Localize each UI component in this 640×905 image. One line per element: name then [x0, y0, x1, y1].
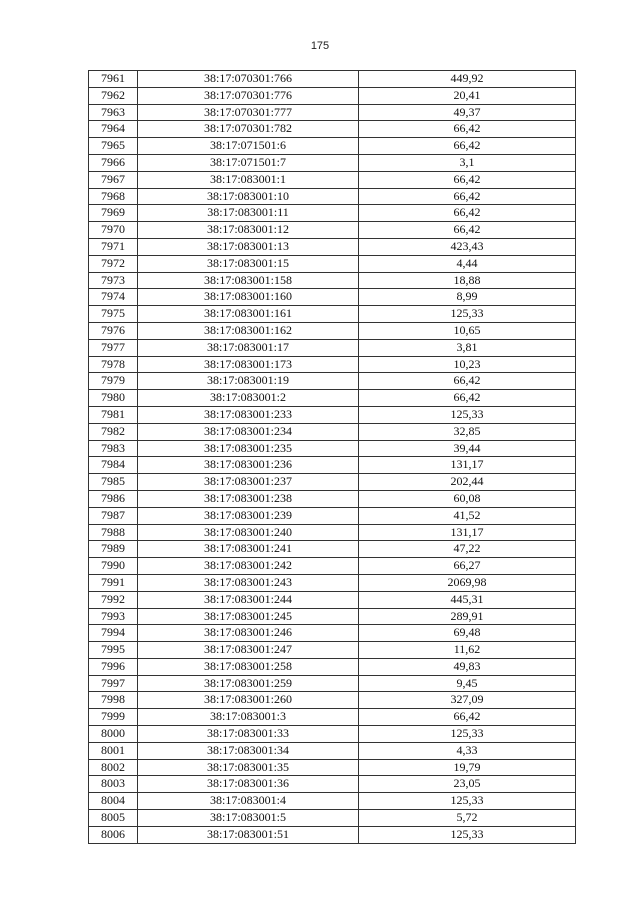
table-row: [89, 793, 576, 810]
row-number-cell: 7990: [89, 558, 138, 575]
cadastral-number-cell: 38:17:083001:12: [138, 222, 359, 239]
table-row: [89, 826, 576, 843]
row-number-cell: 7971: [89, 238, 138, 255]
cadastral-number-cell: 38:17:083001:259: [138, 675, 359, 692]
cadastral-number-cell: 38:17:083001:33: [138, 726, 359, 743]
value-cell: 39,44: [359, 440, 576, 457]
value-cell: 125,33: [359, 793, 576, 810]
table-row: [89, 625, 576, 642]
table-row: [89, 457, 576, 474]
value-cell: 202,44: [359, 474, 576, 491]
table-row: [89, 591, 576, 608]
value-cell: 49,83: [359, 658, 576, 675]
row-number-cell: 7972: [89, 255, 138, 272]
row-number-cell: 7985: [89, 474, 138, 491]
row-number-cell: 8006: [89, 826, 138, 843]
value-cell: 9,45: [359, 675, 576, 692]
table-row: [89, 507, 576, 524]
row-number-cell: 7979: [89, 373, 138, 390]
row-number-cell: 8000: [89, 726, 138, 743]
value-cell: 131,17: [359, 524, 576, 541]
row-number-cell: 7966: [89, 154, 138, 171]
cadastral-number-cell: 38:17:070301:766: [138, 71, 359, 88]
row-number-cell: 7967: [89, 171, 138, 188]
row-number-cell: 7961: [89, 71, 138, 88]
row-number-cell: 7988: [89, 524, 138, 541]
row-number-cell: 7996: [89, 658, 138, 675]
cadastral-number-cell: 38:17:083001:3: [138, 709, 359, 726]
cadastral-number-cell: 38:17:083001:17: [138, 339, 359, 356]
row-number-cell: 7978: [89, 356, 138, 373]
cadastral-number-cell: 38:17:083001:239: [138, 507, 359, 524]
table-row: [89, 222, 576, 239]
table-row: [89, 238, 576, 255]
value-cell: 3,81: [359, 339, 576, 356]
value-cell: 49,37: [359, 104, 576, 121]
row-number-cell: 7994: [89, 625, 138, 642]
row-number-cell: 7973: [89, 272, 138, 289]
cadastral-number-cell: 38:17:083001:236: [138, 457, 359, 474]
row-number-cell: 7983: [89, 440, 138, 457]
cadastral-number-cell: 38:17:083001:4: [138, 793, 359, 810]
cadastral-number-cell: 38:17:083001:246: [138, 625, 359, 642]
value-cell: 32,85: [359, 423, 576, 440]
value-cell: 125,33: [359, 826, 576, 843]
table-row: [89, 490, 576, 507]
page-number: 175: [310, 40, 330, 52]
table-row: [89, 272, 576, 289]
value-cell: 423,43: [359, 238, 576, 255]
row-number-cell: 7982: [89, 423, 138, 440]
cadastral-number-cell: 38:17:083001:160: [138, 289, 359, 306]
row-number-cell: 7986: [89, 490, 138, 507]
cadastral-number-cell: 38:17:083001:2: [138, 390, 359, 407]
value-cell: 125,33: [359, 306, 576, 323]
value-cell: 66,42: [359, 188, 576, 205]
cadastral-number-cell: 38:17:083001:233: [138, 406, 359, 423]
table-row: [89, 608, 576, 625]
value-cell: 41,52: [359, 507, 576, 524]
value-cell: 8,99: [359, 289, 576, 306]
value-cell: 60,08: [359, 490, 576, 507]
table-row: [89, 356, 576, 373]
table-row: [89, 188, 576, 205]
cadastral-number-cell: 38:17:083001:11: [138, 205, 359, 222]
table-row: [89, 776, 576, 793]
row-number-cell: 7974: [89, 289, 138, 306]
row-number-cell: 7984: [89, 457, 138, 474]
row-number-cell: 7993: [89, 608, 138, 625]
value-cell: 66,42: [359, 222, 576, 239]
table-row: [89, 71, 576, 88]
value-cell: 66,42: [359, 121, 576, 138]
value-cell: 66,42: [359, 709, 576, 726]
value-cell: 66,42: [359, 138, 576, 155]
cadastral-number-cell: 38:17:083001:260: [138, 692, 359, 709]
value-cell: 327,09: [359, 692, 576, 709]
table-row: [89, 205, 576, 222]
row-number-cell: 7975: [89, 306, 138, 323]
table-row: [89, 742, 576, 759]
value-cell: 445,31: [359, 591, 576, 608]
row-number-cell: 7969: [89, 205, 138, 222]
value-cell: 131,17: [359, 457, 576, 474]
cadastral-number-cell: 38:17:083001:244: [138, 591, 359, 608]
row-number-cell: 7965: [89, 138, 138, 155]
value-cell: 125,33: [359, 406, 576, 423]
value-cell: 10,23: [359, 356, 576, 373]
table-row: [89, 541, 576, 558]
table-row: [89, 440, 576, 457]
cadastral-number-cell: 38:17:083001:258: [138, 658, 359, 675]
table-row: [89, 121, 576, 138]
cadastral-number-cell: 38:17:083001:173: [138, 356, 359, 373]
cadastral-number-cell: 38:17:070301:776: [138, 87, 359, 104]
row-number-cell: 7977: [89, 339, 138, 356]
value-cell: 5,72: [359, 810, 576, 827]
registry-table: [88, 70, 576, 844]
table-row: [89, 692, 576, 709]
row-number-cell: 7964: [89, 121, 138, 138]
row-number-cell: 7995: [89, 642, 138, 659]
row-number-cell: 7997: [89, 675, 138, 692]
table-row: [89, 87, 576, 104]
row-number-cell: 8004: [89, 793, 138, 810]
cadastral-number-cell: 38:17:083001:238: [138, 490, 359, 507]
table-row: [89, 574, 576, 591]
row-number-cell: 7981: [89, 406, 138, 423]
cadastral-number-cell: 38:17:083001:13: [138, 238, 359, 255]
cadastral-number-cell: 38:17:083001:161: [138, 306, 359, 323]
row-number-cell: 8005: [89, 810, 138, 827]
table-row: [89, 104, 576, 121]
row-number-cell: 7998: [89, 692, 138, 709]
value-cell: 20,41: [359, 87, 576, 104]
table-row: [89, 390, 576, 407]
value-cell: 449,92: [359, 71, 576, 88]
value-cell: 66,42: [359, 390, 576, 407]
cadastral-number-cell: 38:17:071501:6: [138, 138, 359, 155]
cadastral-number-cell: 38:17:071501:7: [138, 154, 359, 171]
cadastral-number-cell: 38:17:083001:19: [138, 373, 359, 390]
cadastral-number-cell: 38:17:070301:777: [138, 104, 359, 121]
value-cell: 4,33: [359, 742, 576, 759]
table-row: [89, 558, 576, 575]
table-row: [89, 406, 576, 423]
value-cell: 66,42: [359, 373, 576, 390]
cadastral-number-cell: 38:17:083001:242: [138, 558, 359, 575]
row-number-cell: 7962: [89, 87, 138, 104]
cadastral-number-cell: 38:17:083001:235: [138, 440, 359, 457]
table-row: [89, 709, 576, 726]
row-number-cell: 7963: [89, 104, 138, 121]
cadastral-number-cell: 38:17:083001:15: [138, 255, 359, 272]
cadastral-number-cell: 38:17:083001:51: [138, 826, 359, 843]
table-row: [89, 154, 576, 171]
table-row: [89, 658, 576, 675]
row-number-cell: 8003: [89, 776, 138, 793]
cadastral-number-cell: 38:17:083001:34: [138, 742, 359, 759]
value-cell: 3,1: [359, 154, 576, 171]
row-number-cell: 7970: [89, 222, 138, 239]
table-row: [89, 339, 576, 356]
row-number-cell: 7968: [89, 188, 138, 205]
table-row: [89, 171, 576, 188]
table-row: [89, 423, 576, 440]
value-cell: 47,22: [359, 541, 576, 558]
table-row: [89, 373, 576, 390]
cadastral-number-cell: 38:17:070301:782: [138, 121, 359, 138]
row-number-cell: 7999: [89, 709, 138, 726]
value-cell: 11,62: [359, 642, 576, 659]
value-cell: 69,48: [359, 625, 576, 642]
table-row: [89, 810, 576, 827]
row-number-cell: 8002: [89, 759, 138, 776]
table-row: [89, 255, 576, 272]
row-number-cell: 7991: [89, 574, 138, 591]
row-number-cell: 7989: [89, 541, 138, 558]
cadastral-number-cell: 38:17:083001:234: [138, 423, 359, 440]
table-row: [89, 474, 576, 491]
cadastral-number-cell: 38:17:083001:162: [138, 322, 359, 339]
row-number-cell: 7980: [89, 390, 138, 407]
cadastral-number-cell: 38:17:083001:1: [138, 171, 359, 188]
cadastral-number-cell: 38:17:083001:237: [138, 474, 359, 491]
table-row: [89, 524, 576, 541]
registry-table-body: [89, 71, 576, 844]
row-number-cell: 7976: [89, 322, 138, 339]
table-row: [89, 759, 576, 776]
value-cell: 4,44: [359, 255, 576, 272]
value-cell: 125,33: [359, 726, 576, 743]
table-row: [89, 675, 576, 692]
cadastral-number-cell: 38:17:083001:36: [138, 776, 359, 793]
table-row: [89, 306, 576, 323]
table-row: [89, 138, 576, 155]
value-cell: 2069,98: [359, 574, 576, 591]
cadastral-number-cell: 38:17:083001:247: [138, 642, 359, 659]
row-number-cell: 7992: [89, 591, 138, 608]
cadastral-number-cell: 38:17:083001:243: [138, 574, 359, 591]
value-cell: 66,27: [359, 558, 576, 575]
value-cell: 10,65: [359, 322, 576, 339]
cadastral-number-cell: 38:17:083001:241: [138, 541, 359, 558]
row-number-cell: 8001: [89, 742, 138, 759]
cadastral-number-cell: 38:17:083001:158: [138, 272, 359, 289]
value-cell: 66,42: [359, 171, 576, 188]
cadastral-number-cell: 38:17:083001:240: [138, 524, 359, 541]
table-row: [89, 642, 576, 659]
cadastral-number-cell: 38:17:083001:245: [138, 608, 359, 625]
value-cell: 18,88: [359, 272, 576, 289]
table-row: [89, 726, 576, 743]
cadastral-number-cell: 38:17:083001:35: [138, 759, 359, 776]
value-cell: 19,79: [359, 759, 576, 776]
row-number-cell: 7987: [89, 507, 138, 524]
table-row: [89, 289, 576, 306]
value-cell: 23,05: [359, 776, 576, 793]
value-cell: 66,42: [359, 205, 576, 222]
table-row: [89, 322, 576, 339]
value-cell: 289,91: [359, 608, 576, 625]
cadastral-number-cell: 38:17:083001:10: [138, 188, 359, 205]
cadastral-number-cell: 38:17:083001:5: [138, 810, 359, 827]
